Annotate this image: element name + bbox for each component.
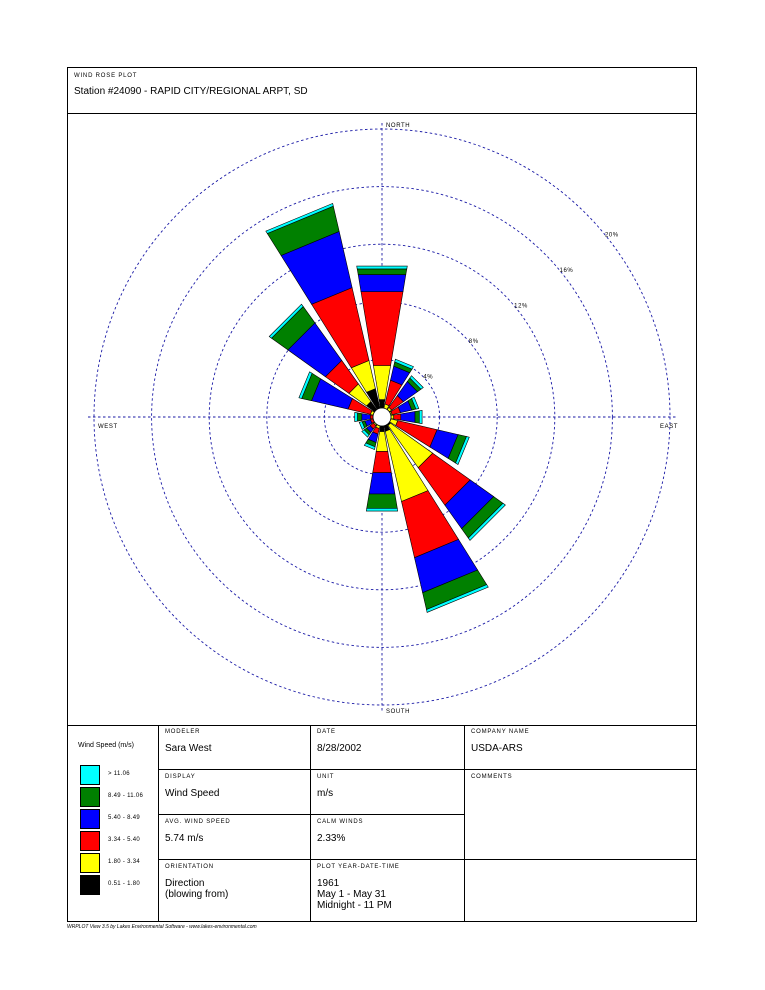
petal-S-bin-2 (369, 473, 395, 494)
unit-value: m/s (317, 788, 334, 799)
petal-E-bin-1 (415, 411, 419, 423)
period-cell (310, 860, 464, 921)
petal-W-bin-1 (358, 413, 362, 421)
petal-E-bin-2 (401, 412, 415, 423)
avg-speed-value: 5.74 m/s (165, 833, 204, 844)
petal-N-bin-2 (358, 275, 406, 292)
orientation-value (165, 878, 228, 900)
compass-south-label: SOUTH (386, 709, 410, 715)
unit-cell (310, 770, 464, 815)
display-cell (158, 770, 310, 815)
modeler-value: Sara West (165, 743, 212, 754)
legend-swatch (80, 787, 100, 807)
legend-swatch (80, 809, 100, 829)
calm-label: CALM WINDS (317, 819, 364, 825)
plot-type-label: WIND ROSE PLOT (74, 73, 138, 79)
compass-east-label: EAST (660, 424, 679, 430)
petal-S-bin-0 (366, 508, 397, 511)
period-label: PLOT YEAR-DATE-TIME (317, 864, 400, 870)
info-panel (68, 725, 696, 921)
legend-swatch (80, 875, 100, 895)
compass-north-label: NORTH (386, 123, 411, 129)
calm-cell (310, 815, 464, 860)
legend-label: 0.51 - 1.80 (108, 881, 140, 887)
orientation-line: (blowing from) (165, 889, 229, 900)
date-value: 8/28/2002 (317, 743, 362, 754)
legend-label: > 11.06 (108, 771, 130, 777)
ring-label: 12% (514, 303, 528, 310)
display-label: DISPLAY (165, 774, 196, 780)
legend-panel (68, 725, 158, 921)
petal-E-bin-3 (394, 414, 401, 420)
period-line: May 1 - May 31 (317, 889, 386, 900)
petal-N-bin-1 (357, 269, 407, 275)
orientation-line: Direction (165, 878, 205, 889)
petals-layer (266, 203, 506, 612)
petal-N-bin-0 (357, 266, 408, 269)
plot-header (68, 68, 696, 114)
comments-cell (464, 770, 696, 860)
legend-title: Wind Speed (m/s) (78, 742, 135, 749)
compass-west-label: WEST (98, 424, 118, 430)
legend-label: 8.49 - 11.06 (108, 793, 144, 799)
unit-label: UNIT (317, 774, 335, 780)
period-value (317, 878, 392, 911)
legend-swatch (80, 853, 100, 873)
date-cell (310, 725, 464, 770)
orientation-label: ORIENTATION (165, 864, 214, 870)
legend-label: 5.40 - 8.49 (108, 815, 140, 821)
ring-label: 16% (559, 268, 574, 275)
calm-value: 2.33% (317, 833, 346, 844)
petal-S-bin-5 (380, 426, 385, 432)
ring-label: 4% (423, 374, 434, 381)
orientation-cell (158, 860, 310, 921)
company-value: USDA-ARS (471, 743, 523, 754)
petal-S-bin-1 (367, 494, 398, 508)
wind-rose-chart (68, 113, 696, 726)
software-credit: WRPLOT View 3.5 by Lakes Environmental Software - www.lakes-environmental.com (67, 924, 257, 930)
station-title: Station #24090 - RAPID CITY/REGIONAL ARPT, SD (74, 86, 308, 97)
period-line: Midnight - 11 PM (317, 900, 392, 911)
modeler-label: MODELER (165, 729, 201, 735)
legend-swatch (80, 831, 100, 851)
calm-circle (373, 408, 391, 426)
date-label: DATE (317, 729, 336, 735)
ring-label: 20% (604, 232, 619, 239)
ring-label: 8% (468, 339, 479, 346)
legend-label: 3.34 - 5.40 (108, 837, 140, 843)
display-value: Wind Speed (165, 788, 220, 799)
company-cell (464, 725, 696, 770)
petal-W-bin-2 (362, 414, 371, 421)
wind-rose-svg (68, 113, 696, 725)
blank-cell (464, 860, 696, 921)
petal-W-bin-0 (355, 412, 358, 421)
modeler-cell (158, 725, 310, 770)
comments-label: COMMENTS (471, 774, 513, 780)
avg-speed-label: AVG. WIND SPEED (165, 819, 231, 825)
period-line: 1961 (317, 878, 340, 889)
petal-S-bin-3 (373, 451, 392, 472)
legend-swatch (80, 765, 100, 785)
plot-frame (67, 67, 697, 922)
company-label: COMPANY NAME (471, 729, 530, 735)
avg-speed-cell (158, 815, 310, 860)
petal-E-bin-0 (419, 410, 422, 423)
legend-label: 1.80 - 3.34 (108, 859, 140, 865)
